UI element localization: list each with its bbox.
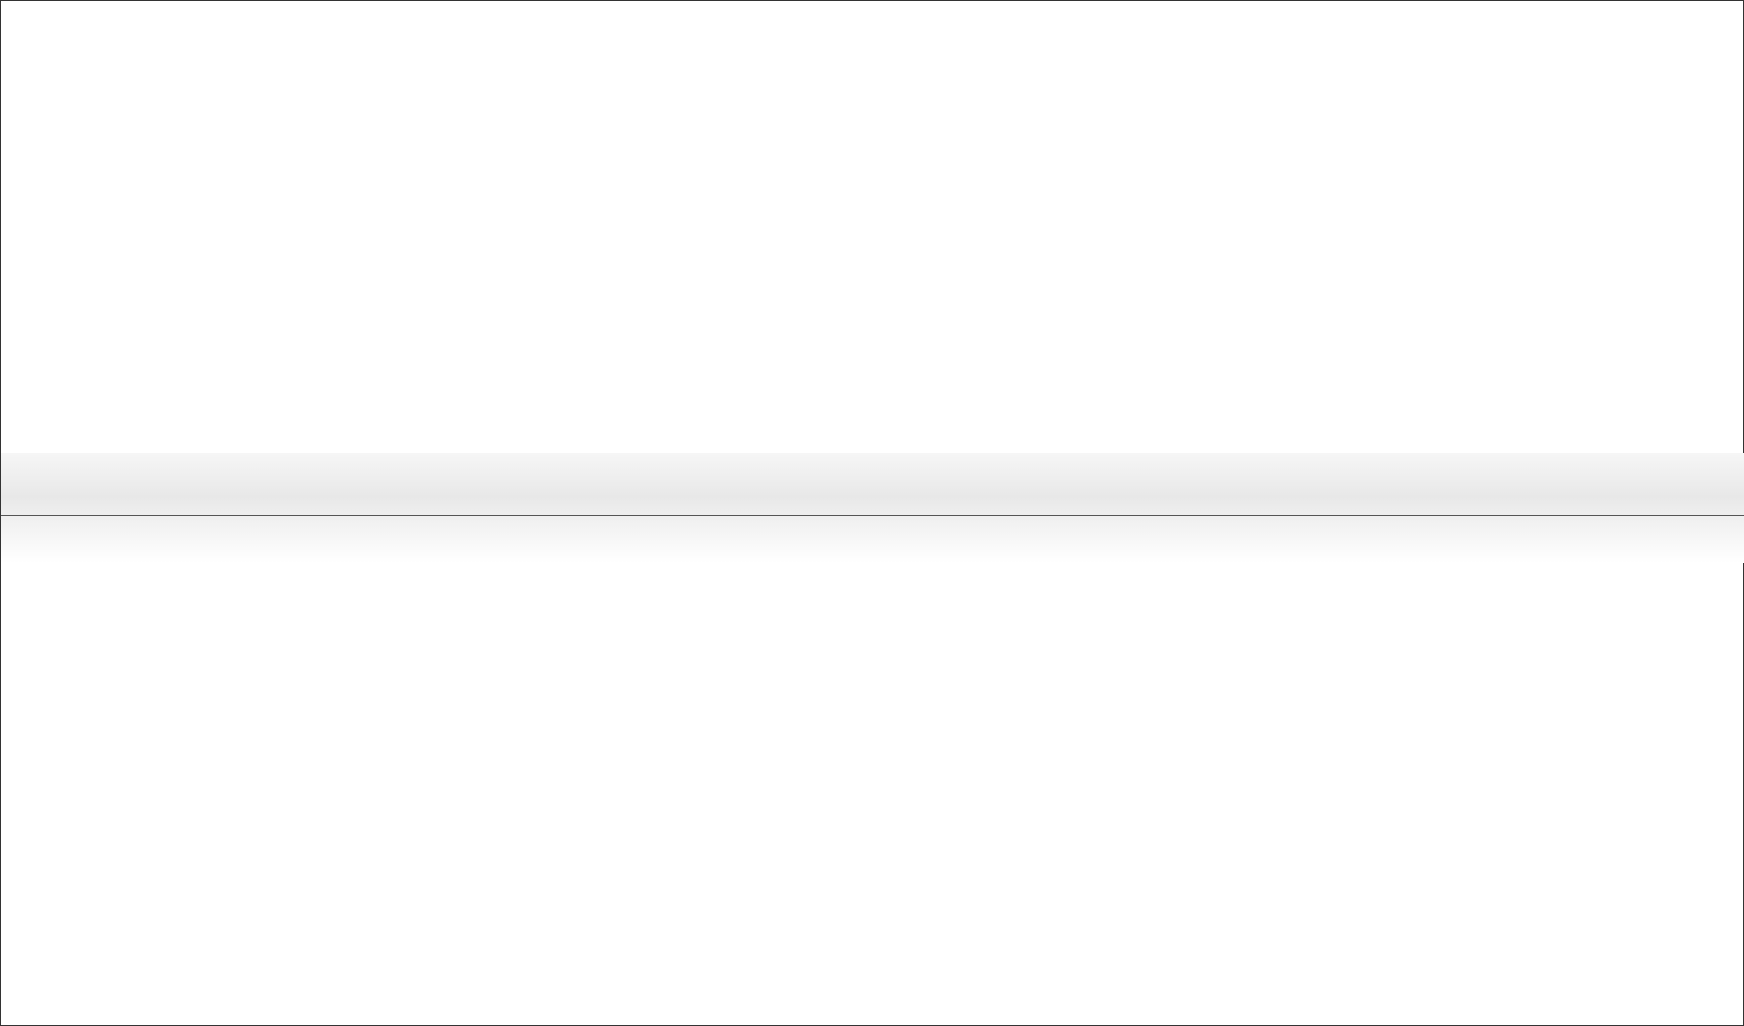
fold-line <box>1 515 1744 516</box>
spiral-binding <box>1 453 1744 563</box>
